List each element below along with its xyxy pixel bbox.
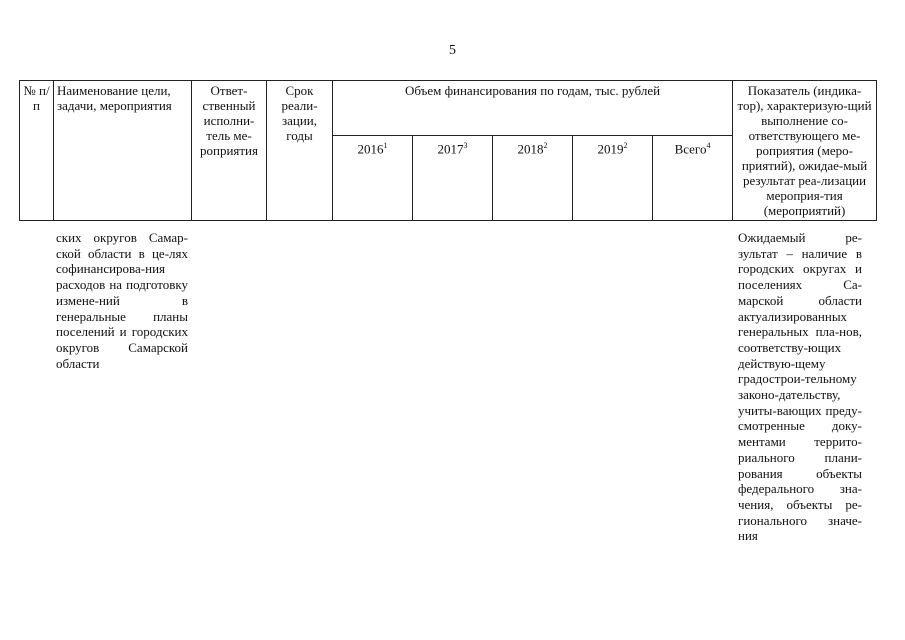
header-name: Наименование цели, задачи, мероприятия — [54, 81, 192, 221]
page-number: 5 — [449, 43, 456, 58]
header-funding: Объем финансирования по годам, тыс. рублей — [333, 81, 733, 136]
header-indicator: Показатель (индика-тор), характеризую-щий выполнение со-ответствующего ме-роприятия (меро-приятий), ожидае-мый результат реа-лизации мероприя-тия (мероприятий) — [733, 81, 877, 221]
header-executor: Ответ-ственный исполни-тель ме-роприятия — [192, 81, 267, 221]
measure-description: ских округов Самар-ской области в це-лях софинансирова-ния расходов на подготовку измене-ний в генеральные планы поселений и городских округов Самарской области — [56, 230, 188, 371]
header-year-2017: 2017$^3$ — [413, 135, 493, 220]
funding-table-header — [19, 80, 877, 221]
header-year-2019: 2019$^2$ — [573, 135, 653, 220]
header-number: № п/п — [20, 81, 54, 221]
header-year-2016: 2016$^1$ — [333, 135, 413, 220]
header-total: Всего$^4$ — [653, 135, 733, 220]
header-term: Срок реали-зации, годы — [267, 81, 333, 221]
header-year-2018: 2018$^2$ — [493, 135, 573, 220]
expected-result: Ожидаемый ре-зультат – наличие в городских округах и поселениях Са-марской области актуализированных генеральных пла-нов, соответству-ющих действую-щему градострои-тельному законо-дательству, учиты-вающих преду-смотренные доку-ментами террито-риального плани-рования объекты федерального зна-чения, объекты ре-гионального значе-ния — [738, 230, 862, 544]
